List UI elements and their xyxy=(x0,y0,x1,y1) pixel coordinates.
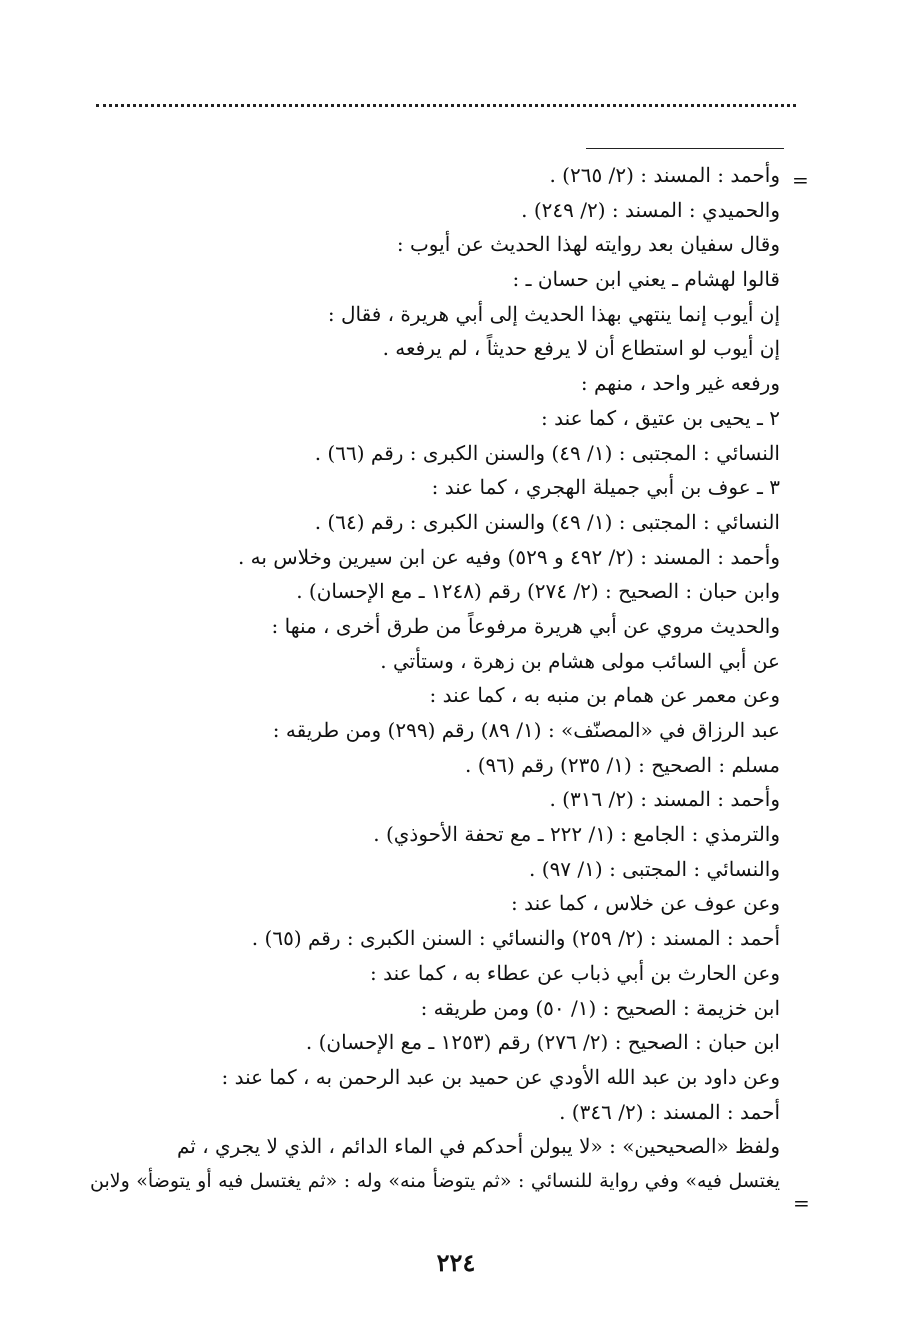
continuation-mark-bottom: = xyxy=(793,1191,810,1215)
text-line: عبد الرزاق في «المصنّف» : (١/ ٨٩) رقم (٢٩٩) ومن طريقه : xyxy=(272,718,780,742)
text-line: يغتسل فيه» وفي رواية للنسائي : «ثم يتوضأ منه» وله : «ثم يغتسل فيه أو يتوضأ» ولابن xyxy=(90,1169,780,1192)
continuation-mark-top: = xyxy=(792,168,809,192)
text-line: وعن الحارث بن أبي ذباب عن عطاء به ، كما عند : xyxy=(370,960,780,985)
text-line: إن أيوب إنما ينتهي بهذا الحديث إلى أبي هريرة ، فقال : xyxy=(327,301,780,326)
text-line: ورفعه غير واحد ، منهم : xyxy=(580,371,780,396)
text-line: ابن خزيمة : الصحيح : (١/ ٥٠) ومن طريقه : xyxy=(420,995,780,1020)
page-number: ٢٢٤ xyxy=(436,1248,476,1277)
text-line: وأحمد : المسند : (٢/ ٣١٦) . xyxy=(549,787,780,812)
text-line: عن أبي السائب مولى هشام بن زهرة ، وستأتي . xyxy=(380,648,780,673)
text-line: ولفظ «الصحيحين» : «لا يبولن أحدكم في الماء الدائم ، الذي لا يجري ، ثم xyxy=(176,1134,780,1159)
text-line: والنسائي : المجتبى : (١/ ٩٧) . xyxy=(529,856,780,881)
text-line: وعن معمر عن همام بن منبه به ، كما عند : xyxy=(429,683,780,708)
text-line: ابن حبان : الصحيح : (٢/ ٢٧٦) رقم (١٢٥٣ ـ مع الإحسان) . xyxy=(305,1030,780,1055)
text-line: إن أيوب لو استطاع أن لا يرفع حديثاً ، لم يرفعه . xyxy=(382,336,780,361)
text-line: أحمد : المسند : (٢/ ٣٤٦) . xyxy=(559,1099,780,1124)
text-line: وعن عوف عن خلاس ، كما عند : xyxy=(510,891,780,916)
text-line: قالوا لهشام ـ يعني ابن حسان ـ : xyxy=(512,267,780,292)
text-line: والترمذي : الجامع : (١/ ٢٢٢ ـ مع تحفة الأحوذي) . xyxy=(373,822,780,847)
footnote-text xyxy=(90,158,780,1199)
text-line: أحمد : المسند : (٢/ ٢٥٩) والنسائي : السنن الكبرى : رقم (٦٥) . xyxy=(251,926,780,951)
text-line: وأحمد : المسند : (٢/ ٢٦٥) . xyxy=(549,163,780,187)
text-line: ٣ ـ عوف بن أبي جميلة الهجري ، كما عند : xyxy=(431,475,780,500)
text-line: والحديث مروي عن أبي هريرة مرفوعاً من طرق أخرى ، منها : xyxy=(271,613,780,638)
text-line: ٢ ـ يحيى بن عتيق ، كما عند : xyxy=(541,405,780,430)
text-line: وابن حبان : الصحيح : (٢/ ٢٧٤) رقم (١٢٤٨ ـ مع الإحسان) . xyxy=(296,579,780,604)
footnote-rule xyxy=(586,148,784,149)
text-line: النسائي : المجتبى : (١/ ٤٩) والسنن الكبرى : رقم (٦٤) . xyxy=(314,509,780,534)
dotted-separator xyxy=(96,104,796,107)
text-line: وعن داود بن عبد الله الأودي عن حميد بن عبد الرحمن به ، كما عند : xyxy=(221,1064,780,1089)
text-line: وقال سفيان بعد روايته لهذا الحديث عن أيوب : xyxy=(396,232,780,257)
text-line: النسائي : المجتبى : (١/ ٤٩) والسنن الكبرى : رقم (٦٦) . xyxy=(314,440,780,465)
text-line: وأحمد : المسند : (٢/ ٤٩٢ و ٥٢٩) وفيه عن ابن سيرين وخلاس به . xyxy=(237,544,780,569)
text-line: مسلم : الصحيح : (١/ ٢٣٥) رقم (٩٦) . xyxy=(464,752,780,777)
text-line: والحميدي : المسند : (٢/ ٢٤٩) . xyxy=(521,197,780,222)
